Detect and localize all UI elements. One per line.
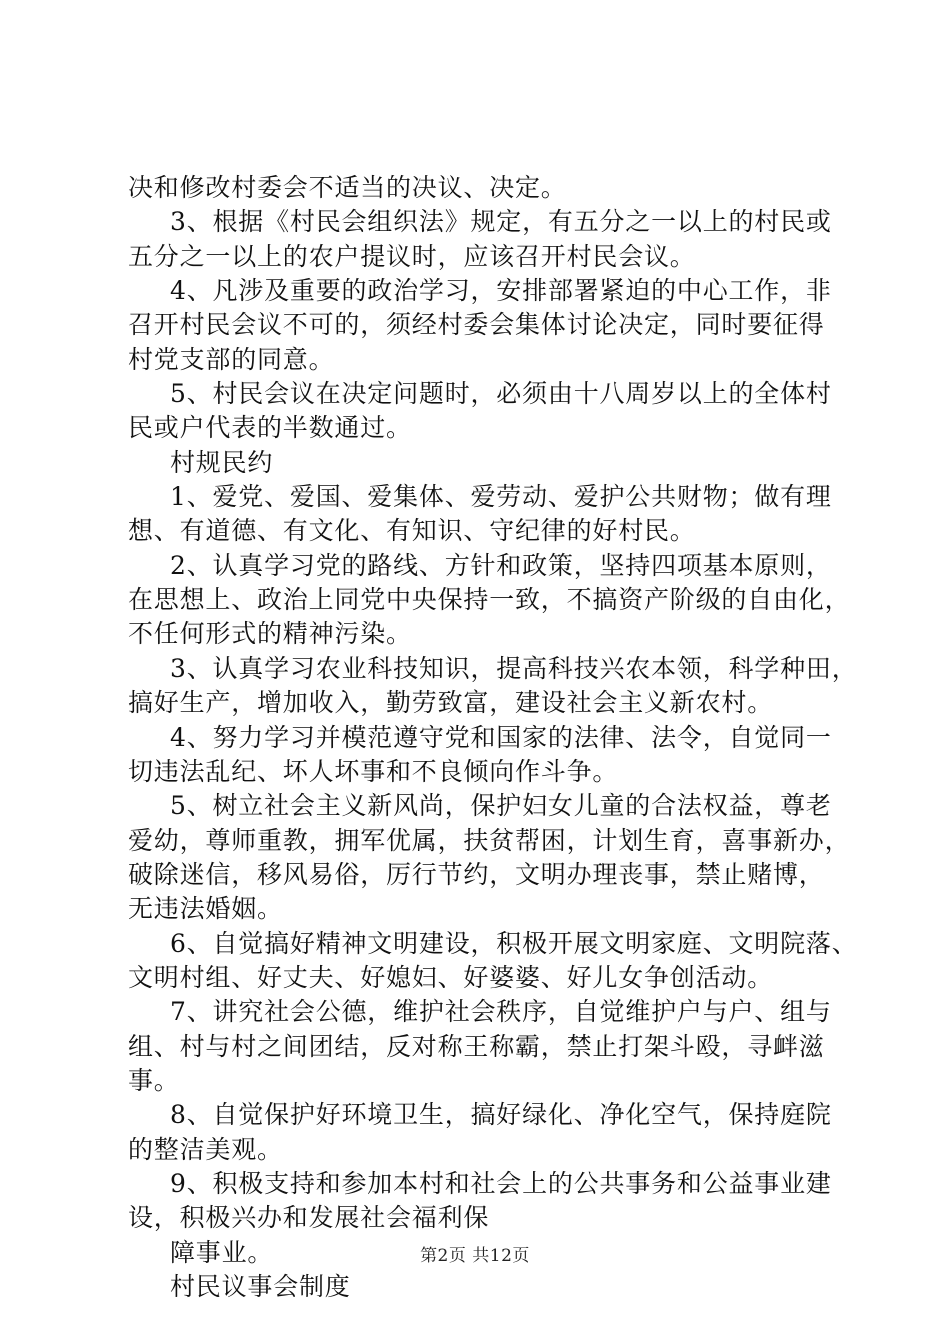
- text-line: 1、爱党、爱国、爱集体、爱劳动、爱护公共财物；做有理: [170, 482, 832, 512]
- text-line: 设，积极兴办和发展社会福利保: [128, 1203, 490, 1233]
- text-line: 爱幼，尊师重教，拥军优属，扶贫帮困，计划生育，喜事新办，: [128, 825, 851, 855]
- text-line: 不任何形式的精神污染。: [128, 619, 412, 649]
- text-line: 4、努力学习并模范遵守党和国家的法律、法令，自觉同一: [170, 722, 832, 752]
- document-body: [128, 171, 858, 1304]
- text-line: 切违法乱纪、坏人坏事和不良倾向作斗争。: [128, 756, 619, 786]
- text-line: 障事业。: [170, 1237, 274, 1267]
- text-line: 召开村民会议不可的，须经村委会集体讨论决定，同时要征得: [128, 310, 825, 340]
- text-line: 6、自觉搞好精神文明建设，积极开展文明家庭、文明院落、: [170, 928, 858, 958]
- page-number-footer: 第2页 共12页: [420, 1246, 530, 1266]
- section-heading: 村民议事会制度: [170, 1272, 351, 1301]
- text-line: 搞好生产，增加收入，勤劳致富，建设社会主义新农村。: [128, 688, 774, 718]
- text-line: 5、树立社会主义新风尚，保护妇女儿童的合法权益，尊老: [170, 791, 832, 821]
- text-line: 破除迷信，移风易俗，厉行节约，文明办理丧事，禁止赌博，: [128, 859, 825, 889]
- text-line: 7、讲究社会公德，维护社会秩序，自觉维护户与户、组与: [170, 997, 832, 1027]
- text-line: 4、凡涉及重要的政治学习，安排部署紧迫的中心工作，非: [170, 276, 832, 306]
- text-line: 3、根据《村民会组织法》规定，有五分之一以上的村民或: [170, 207, 832, 237]
- text-line: 无违法婚姻。: [128, 894, 283, 924]
- text-line: 在思想上、政治上同党中央保持一致，不搞资产阶级的自由化，: [128, 585, 851, 615]
- text-line: 的整洁美观。: [128, 1134, 283, 1164]
- text-line: 8、自觉保护好环境卫生，搞好绿化、净化空气，保持庭院: [170, 1100, 832, 1130]
- section-heading: 村规民约: [170, 447, 274, 477]
- text-line: 五分之一以上的农户提议时，应该召开村民会议。: [128, 241, 696, 271]
- text-line: 2、认真学习党的路线、方针和政策，坚持四项基本原则，: [170, 550, 832, 580]
- text-line: 3、认真学习农业科技知识，提高科技兴农本领，科学种田，: [170, 653, 858, 683]
- text-line: 5、村民会议在决定问题时，必须由十八周岁以上的全体村: [170, 379, 832, 409]
- text-line: 组、村与村之间团结，反对称王称霸，禁止打架斗殴，寻衅滋: [128, 1031, 825, 1061]
- text-line: 民或户代表的半数通过。: [128, 413, 412, 443]
- text-line: 决和修改村委会不适当的决议、决定。: [128, 173, 567, 202]
- text-line: 想、有道德、有文化、有知识、守纪律的好村民。: [128, 516, 696, 546]
- text-line: 事。: [128, 1065, 180, 1095]
- text-line: 9、积极支持和参加本村和社会上的公共事务和公益事业建: [170, 1168, 832, 1198]
- text-line: 文明村组、好丈夫、好媳妇、好婆婆、好儿女争创活动。: [128, 962, 774, 992]
- text-line: 村党支部的同意。: [128, 344, 335, 374]
